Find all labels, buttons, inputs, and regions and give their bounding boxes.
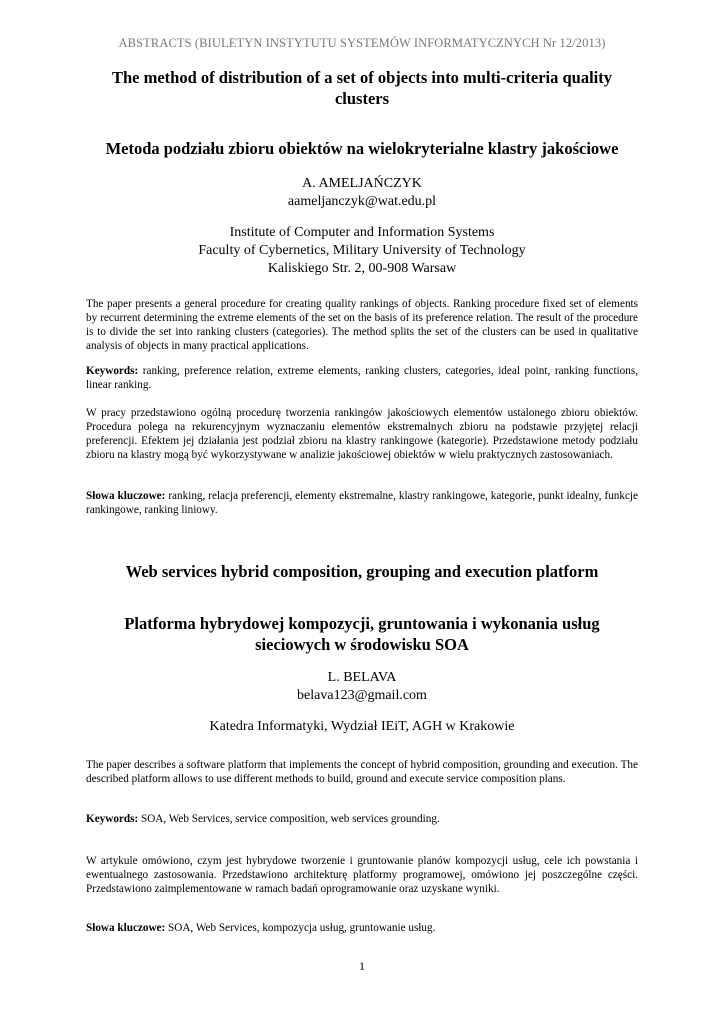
keywords-text: ranking, preference relation, extreme elements, ranking clusters, categories, ideal point, ranking functions, linear ranking. — [86, 365, 638, 391]
article-2-keywords-pl — [86, 921, 638, 935]
article-2-email: belava123@gmail.com — [297, 688, 427, 703]
article-1-title-pl: Metoda podziału zbioru obiektów na wielokryterialne klastry jakościowe — [105, 139, 619, 158]
article-1-abstract-en: The paper presents a general procedure for creating quality rankings of objects. Ranking procedure fixed set of elements by recurrent determining the extreme elements of the set on the basis of its preference relation. The result of the procedure is to divide the set into ranking clusters (categories). The method splits the set of the clusters can be used in qualitative analysis of objects in many practical applications. — [86, 298, 638, 352]
article-2-affiliation-line-1: Katedra Informatyki, Wydział IEiT, AGH w Krakowie — [209, 719, 515, 734]
article-2-abstract-pl: W artykule omówiono, czym jest hybrydowe tworzenie i gruntowanie planów kompozycji usług, cele ich powstania i ewentualnego zastosowania. Przedstawiono architekturę platformy programowej, omówiono jej poszczególne części. Przedstawiono zaimplementowane w ramach badań oprogramowanie oraz uzyskane wyniki. — [86, 855, 638, 895]
keywords-pl-text: SOA, Web Services, kompozycja usług, gruntowanie usług. — [168, 922, 436, 934]
keywords-label: Keywords: — [86, 365, 139, 377]
article-2-abstract-en: The paper describes a software platform that implements the concept of hybrid composition, grounding and execution. The described platform allows to use different methods to build, ground and execute service composition plans. — [86, 759, 638, 785]
article-2-title-en: Web services hybrid composition, grouping and execution platform — [125, 562, 599, 581]
article-2-author: L. BELAVA — [327, 670, 397, 685]
article-1-email: aameljanczyk@wat.edu.pl — [287, 194, 437, 209]
keywords-pl-label: Słowa kluczowe: — [86, 922, 166, 934]
article-1-affiliation-line-2: Faculty of Cybernetics, Military University of Technology — [198, 243, 526, 258]
article-1-keywords — [86, 364, 638, 392]
keywords-text: SOA, Web Services, service composition, web services grounding. — [141, 813, 440, 825]
keywords-label: Keywords: — [86, 813, 139, 825]
article-1-affiliation-line-3: Kaliskiego Str. 2, 00-908 Warsaw — [267, 261, 457, 276]
article-1-title-en: The method of distribution of a set of objects into multi-criteria quality clusters — [111, 68, 612, 108]
article-2-keywords — [86, 812, 638, 826]
article-1-abstract-pl: W pracy przedstawiono ogólną procedurę tworzenia rankingów jakościowych elementów ustalonego zbioru obiektów. Procedura polega na rekurencyjnym wyznaczaniu elementów ekstremalnych zbioru na podstawie przyjętej relacji preferencji. Efektem jej działania jest podział zbioru na klastry rankingowe (kategorie). Przedstawione metody podziału zbioru na klastry mogą być wykorzystywane w analizie jakościowej obiektów w wielu praktycznych zastosowaniach. — [86, 407, 638, 461]
running-header: ABSTRACTS (BIULETYN INSTYTUTU SYSTEMÓW INFORMATYCZNYCH Nr 12/2013) — [118, 36, 606, 50]
keywords-pl-text: ranking, relacja preferencji, elementy ekstremalne, klastry rankingowe, kategorie, punkt idealny, funkcje rankingowe, ranking liniowy. — [86, 490, 639, 516]
page-number: 1 — [359, 959, 365, 973]
keywords-pl-label: Słowa kluczowe: — [86, 490, 166, 502]
article-1-keywords-pl — [86, 489, 638, 517]
article-2-title-pl: Platforma hybrydowej kompozycji, gruntowania i wykonania usług sieciowych w środowisku SOA — [124, 614, 600, 654]
article-1-affiliation-line-1: Institute of Computer and Information Systems — [229, 225, 495, 240]
article-1-author: A. AMELJAŃCZYK — [302, 176, 422, 191]
